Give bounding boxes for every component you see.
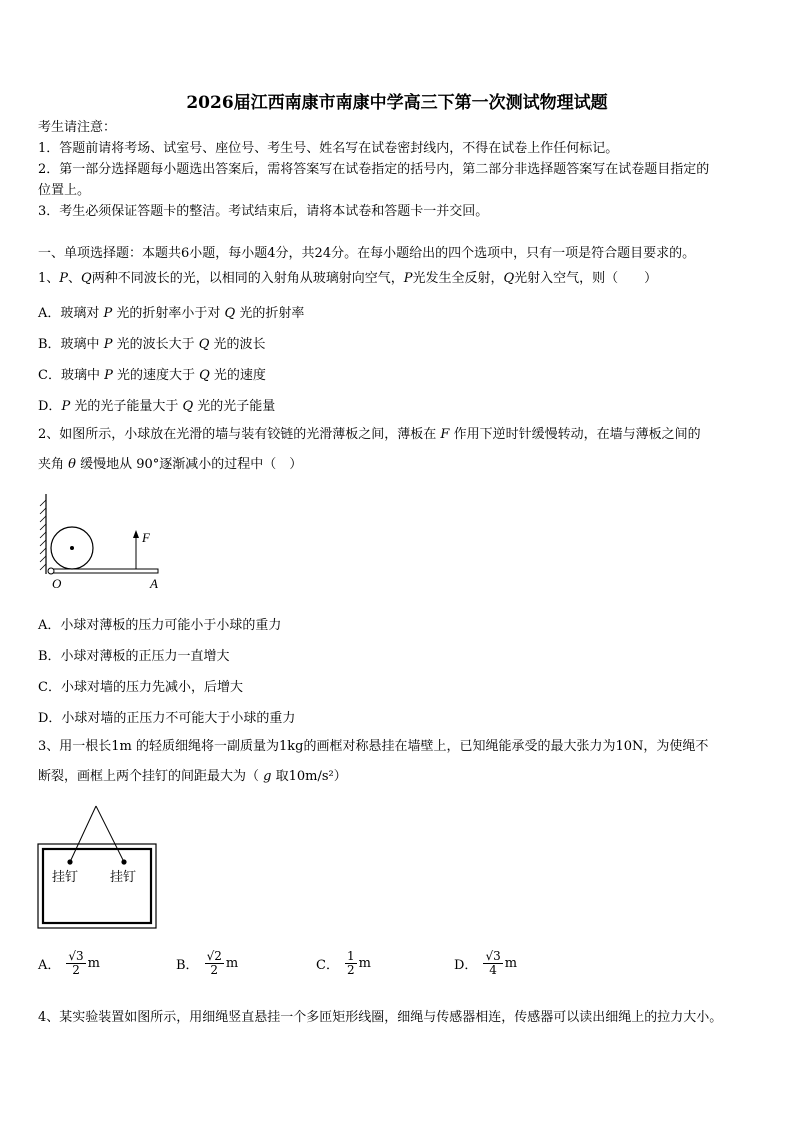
nail-right-label: 挂钉 [110, 870, 137, 885]
question-3-stem-line2: 断裂，画框上两个挂钉的间距最大为（ g 取10m/s²） [38, 769, 347, 784]
ball-center-dot [70, 546, 74, 550]
notice-item-2: 2．第一部分选择题每小题选出答案后，需将答案写在试卷指定的括号内，第二部分非选择题答案写在试卷题目指定的 [38, 162, 710, 177]
notice-item-2-cont: 位置上。 [38, 183, 91, 198]
q3-option-c: C． $\frac{1}{2}$ m [316, 949, 371, 977]
question-2-stem-line1: 2、如图所示，小球放在光滑的墙与装有铰链的光滑薄板之间，薄板在 F 作用下逆时针缓慢转动，在墙与薄板之间的 [38, 427, 701, 442]
q1-option-a: A．玻璃对 P 光的折射率小于对 Q 光的折射率 [38, 306, 305, 321]
question-1-stem: 1、P、Q两种不同波长的光，以相同的入射角从玻璃射向空气，P光发生全反射，Q光射入空气，则（ ） [38, 271, 658, 286]
q3-option-b: B． $\frac{√2}{2}$ m [176, 949, 239, 977]
q2-option-d: D．小球对墙的正压力不可能大于小球的重力 [38, 711, 296, 726]
q1-option-c: C．玻璃中 P 光的速度大于 Q 光的速度 [38, 368, 266, 383]
question-3-stem-line1: 3、用一根长1m 的轻质细绳将一副质量为1kg的画框对称悬挂在墙壁上，已知绳能承受的最大张力为10N，为使绳不 [38, 739, 709, 754]
board-plate [52, 569, 158, 573]
q3-option-d: D． $\frac{√3}{4}$ m [454, 949, 518, 977]
q2-option-c: C．小球对墙的压力先减小，后增大 [38, 680, 243, 695]
frame-inner [43, 849, 151, 923]
q3-figure [36, 800, 160, 934]
label-f: F [142, 530, 150, 545]
frame-outer [38, 844, 156, 928]
label-a: A [150, 576, 158, 591]
q1-option-d: D．P 光的光子能量大于 Q 光的光子能量 [38, 399, 276, 414]
notice-item-1: 1．答题前请将考场、试室号、座位号、考生号、姓名写在试卷密封线内，不得在试卷上作任何标记。 [38, 141, 619, 156]
question-4-stem: 4、某实验装置如图所示，用细绳竖直悬挂一个多匝矩形线圈，细绳与传感器相连，传感器可以读出细绳上的拉力大小。 [38, 1010, 723, 1025]
nail-left-label: 挂钉 [52, 870, 79, 885]
notice-heading: 考生请注意： [38, 120, 117, 135]
page-title: 2026届江西南康市南康中学高三下第一次测试物理试题 [186, 93, 608, 113]
hinge-icon [48, 568, 54, 574]
rope-right [96, 806, 124, 862]
wall-hatching [40, 500, 46, 570]
q2-option-a: A．小球对薄板的压力可能小于小球的重力 [38, 618, 282, 633]
q3-option-a: A． $\frac{√3}{2}$ m [38, 949, 100, 977]
section-heading: 一、单项选择题：本题共6小题，每小题4分，共24分。在每小题给出的四个选项中，只有一项是符合题目要求的。 [38, 246, 696, 261]
question-2-stem-line2: 夹角 θ 缓慢地从 90°逐渐减小的过程中（ ） [38, 457, 303, 472]
nail-left-icon [67, 859, 72, 864]
q2-option-b: B．小球对薄板的正压力一直增大 [38, 649, 230, 664]
q1-option-b: B．玻璃中 P 光的波长大于 Q 光的波长 [38, 337, 266, 352]
force-arrow-head-icon [133, 530, 139, 538]
q2-figure [38, 492, 168, 592]
label-o: O [52, 576, 62, 591]
rope-left [70, 806, 96, 862]
nail-right-icon [121, 859, 126, 864]
notice-item-3: 3．考生必须保证答题卡的整洁。考试结束后，请将本试卷和答题卡一并交回。 [38, 204, 489, 219]
